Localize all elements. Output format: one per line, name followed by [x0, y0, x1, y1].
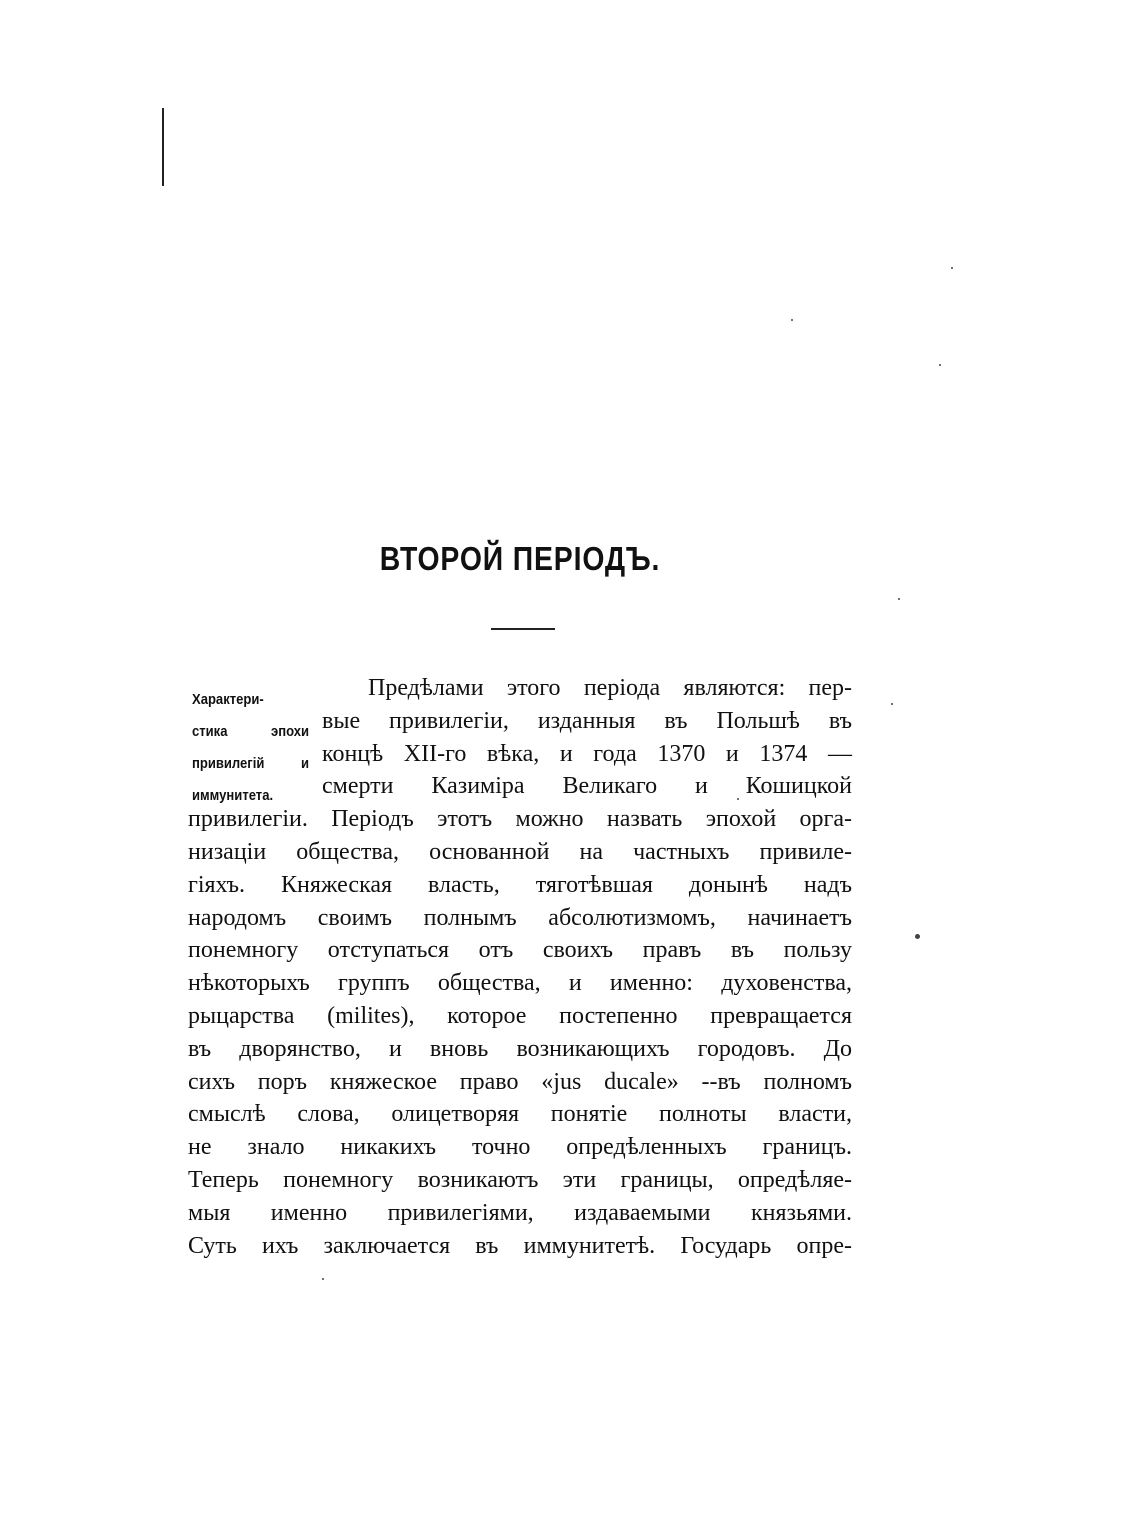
text-line: низаціи общества, основанной на частныхъ привиле- — [188, 838, 852, 865]
scan-speck — [322, 1278, 324, 1280]
text-line: нѣкоторыхъ группъ общества, и именно: духовенства, — [188, 970, 852, 997]
text-line: сихъ поръ княжеское право «jus ducale» --въ полномъ — [188, 1068, 852, 1095]
margin-note-line: привилегій и — [192, 756, 309, 772]
text-line: народомъ своимъ полнымъ абсолютизмомъ, начинаетъ — [188, 904, 852, 931]
text-line: гіяхъ. Княжеская власть, тяготѣвшая донынѣ надъ — [188, 871, 852, 898]
text-line: вые привилегіи, изданныя въ Польшѣ въ — [322, 707, 852, 734]
scan-speck — [891, 703, 893, 705]
text-line: понемногу отступаться отъ своихъ правъ въ пользу — [188, 937, 852, 964]
scan-speck — [791, 319, 793, 321]
text-line: Теперь понемногу возникаютъ эти границы, опредѣляе- — [188, 1166, 852, 1193]
scan-speck — [915, 934, 920, 939]
body-paragraph — [188, 672, 852, 1262]
text-line: мыя именно привилегіями, издаваемыми князьями. — [188, 1199, 852, 1226]
margin-note-line: иммунитета. — [192, 788, 274, 804]
text-line: смерти Казиміра Великаго и Кошицкой — [322, 773, 852, 800]
scan-edge-mark — [162, 108, 164, 186]
text-line: концѣ XII-го вѣка, и года 1370 и 1374 — — [322, 740, 852, 767]
heading-rule — [491, 628, 555, 630]
text-line: Предѣлами этого періода являются: пер- — [368, 675, 852, 701]
chapter-heading: ВТОРОЙ ПЕРІОДЪ. — [379, 540, 661, 577]
text-line: смыслѣ слова, олицетворяя понятіе полноты власти, — [188, 1101, 852, 1128]
margin-note-line: Характери- — [192, 692, 264, 708]
scan-speck — [898, 598, 900, 600]
margin-note-line: стика эпохи — [192, 724, 309, 740]
text-line: Суть ихъ заключается въ иммунитетѣ. Государь опре- — [188, 1232, 852, 1259]
scan-speck — [951, 267, 953, 269]
scan-speck — [939, 364, 941, 366]
text-line: рыцарства (milites), которое постепенно превращается — [188, 1002, 852, 1029]
text-line: въ дворянство, и вновь возникающихъ городовъ. До — [188, 1035, 852, 1062]
text-line: не знало никакихъ точно опредѣленныхъ границъ. — [188, 1134, 852, 1161]
text-line: привилегіи. Періодъ этотъ можно назвать эпохой орга- — [188, 806, 852, 833]
